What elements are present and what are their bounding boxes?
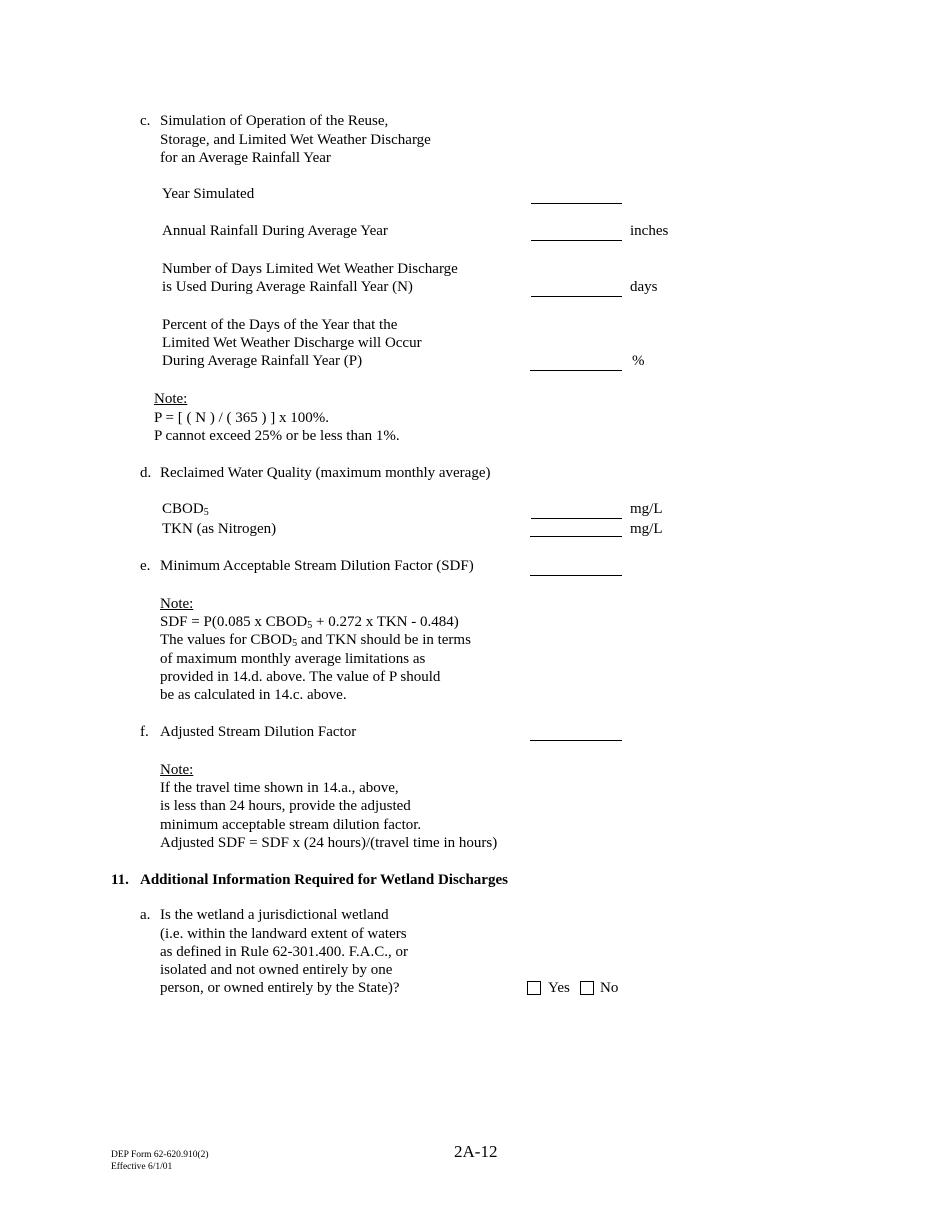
item-11a-line-2: (i.e. within the landward extent of waters [160,926,407,942]
sdf-field[interactable] [530,575,622,576]
adjusted-sdf-field[interactable] [530,740,622,741]
item-c-title-line-2: Storage, and Limited Wet Weather Discharge [160,132,431,148]
year-simulated-label: Year Simulated [162,186,255,202]
f-note-line-1: If the travel time shown in 14.a., above, [160,780,399,796]
percent-field[interactable] [530,370,622,371]
cbod-unit: mg/L [630,501,663,517]
e-note-line-4: provided in 14.d. above. The value of P should [160,669,441,685]
item-e-title: Minimum Acceptable Stream Dilution Factor (SDF) [160,558,474,574]
cbod-label: $CBOD_5$ [162,501,209,518]
f-note-line-3: minimum acceptable stream dilution factor. [160,817,422,833]
c-note-line-1: P = [ ( N ) / ( 365 ) ] x 100%. [154,410,329,426]
page-number: 2A-12 [454,1142,498,1161]
item-11a-line-5: person, or owned entirely by the State)? [160,980,400,996]
e-note-line-5: be as calculated in 14.c. above. [160,687,347,703]
tkn-unit: mg/L [630,521,663,537]
days-unit: days [630,279,658,295]
item-11a-line-1: Is the wetland a jurisdictional wetland [160,907,389,923]
days-label-line-2: is Used During Average Rainfall Year (N) [162,279,413,295]
year-simulated-field[interactable] [531,203,622,204]
annual-rainfall-label: Annual Rainfall During Average Year [162,223,388,239]
f-note-title: Note: [160,762,194,778]
percent-unit: % [632,353,645,369]
days-label-line-1: Number of Days Limited Wet Weather Discharge [162,261,458,277]
item-11a-line-3: as defined in Rule 62-301.400. F.A.C., or [160,944,408,960]
percent-label-line-1: Percent of the Days of the Year that the [162,317,398,333]
e-note-line-3: of maximum monthly average limitations as [160,651,426,667]
f-note-line-2: is less than 24 hours, provide the adjusted [160,798,411,814]
tkn-field[interactable] [530,536,622,537]
annual-rainfall-unit: inches [630,223,669,239]
item-e-letter: e. [140,558,151,574]
percent-label-line-3: During Average Rainfall Year (P) [162,353,363,369]
days-field[interactable] [531,296,622,297]
annual-rainfall-field[interactable] [531,240,622,241]
item-f-title: Adjusted Stream Dilution Factor [160,724,357,740]
yes-checkbox[interactable] [527,981,541,995]
f-note-line-4: Adjusted SDF = SDF x (24 hours)/(travel time in hours) [160,835,498,851]
item-11a-line-4: isolated and not owned entirely by one [160,962,393,978]
item-c-title-line-3: for an Average Rainfall Year [160,150,331,166]
cbod-field[interactable] [531,518,622,519]
section-11-number: 11. [111,872,129,888]
yes-label: Yes [548,980,570,996]
e-note-line-2: The values for $CBOD_5$ and TKN should be in terms [160,632,471,649]
c-note-line-2: P cannot exceed 25% or be less than 1%. [154,428,400,444]
item-d-letter: d. [140,465,152,481]
item-11a-letter: a. [140,907,151,923]
footer-form-number: DEP Form 62-620.910(2) [111,1150,209,1160]
item-c-letter: c. [140,113,151,129]
percent-label-line-2: Limited Wet Weather Discharge will Occur [162,335,422,351]
item-c-title-line-1: Simulation of Operation of the Reuse, [160,113,389,129]
section-11-title: Additional Information Required for Wetland Discharges [140,872,508,888]
footer-effective-date: Effective 6/1/01 [111,1162,173,1172]
tkn-label: TKN (as Nitrogen) [162,521,277,537]
no-label: No [600,980,619,996]
c-note-title: Note: [154,391,188,407]
no-checkbox[interactable] [580,981,594,995]
item-d-title: Reclaimed Water Quality (maximum monthly average) [160,465,491,481]
e-note-title: Note: [160,596,194,612]
sdf-formula: SDF = P(0.085 x $CBOD_5 + 0.272$ x TKN - 0.484) [160,614,459,631]
item-f-letter: f. [140,724,149,740]
